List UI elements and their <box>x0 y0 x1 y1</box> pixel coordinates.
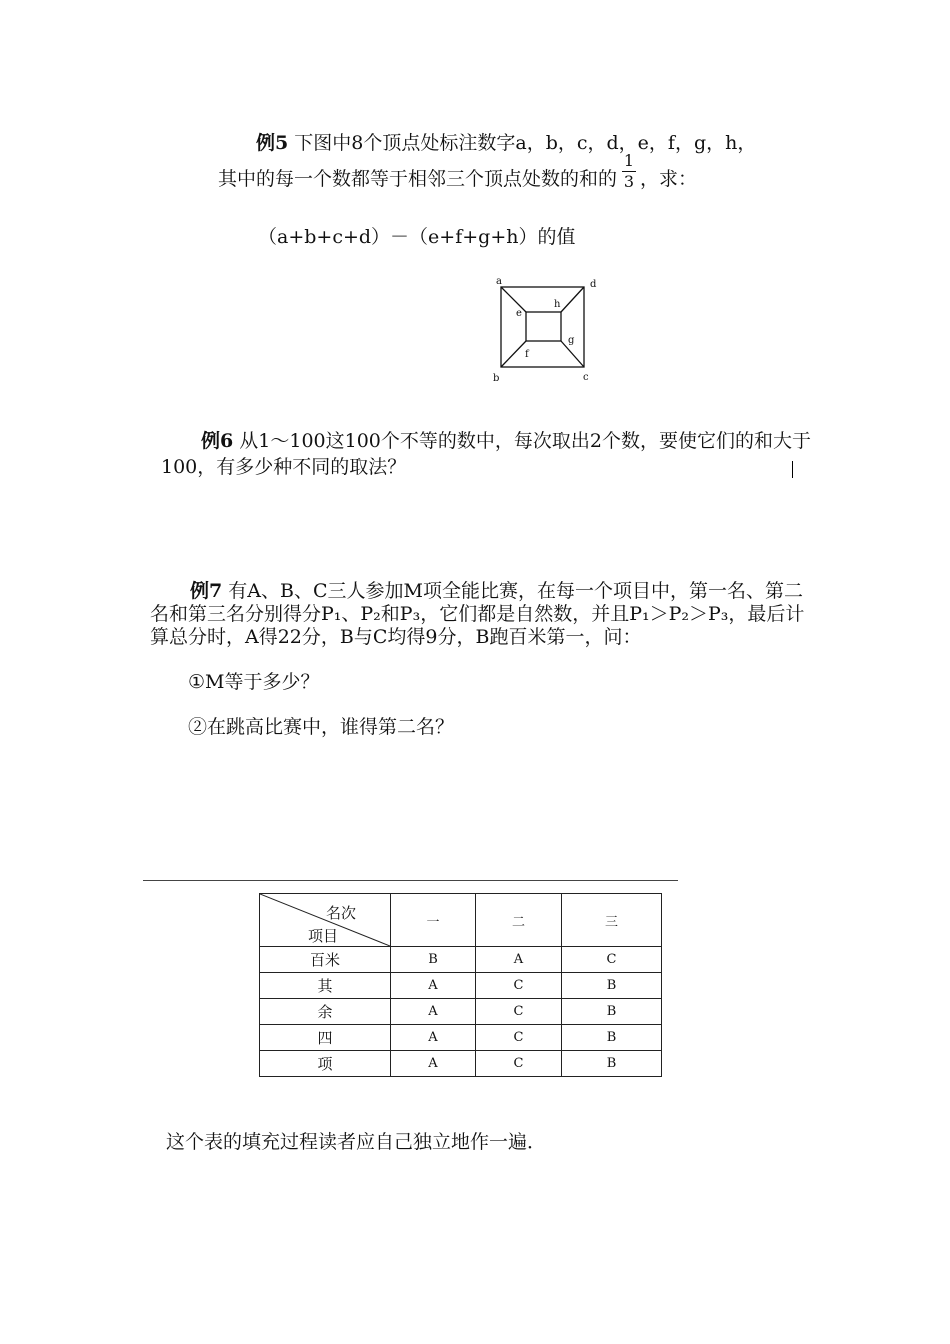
vertex-label-a: a <box>496 276 502 287</box>
table-row <box>260 999 662 1025</box>
vertex-label-b: b <box>493 373 500 384</box>
ex7-label: 例7 <box>190 580 223 602</box>
table-cell: B <box>562 999 662 1025</box>
text-cursor <box>792 461 793 478</box>
table-cell: C <box>562 947 662 973</box>
ranking-table <box>259 893 662 1077</box>
horizontal-rule <box>143 880 678 881</box>
vertex-label-c: c <box>583 372 589 383</box>
ex7-line1: 例7 有A、B、C三人参加M项全能比赛，在每一个项目中，第一名、第二 <box>190 580 803 602</box>
table-cell: A <box>391 1025 476 1051</box>
row-header: 百米 <box>260 947 391 973</box>
corner-bottom-label: 项目 <box>308 927 339 945</box>
table-row <box>260 973 662 999</box>
column-header: 二 <box>476 894 562 947</box>
row-header: 四 <box>260 1025 391 1051</box>
table-cell: A <box>476 947 562 973</box>
ex7-line3: 算总分时，A得22分，B与C均得9分，B跑百米第一，问： <box>150 626 642 648</box>
ex6-line2: 100，有多少种不同的取法？ <box>161 456 407 478</box>
table-cell: B <box>391 947 476 973</box>
table-cell: C <box>476 1051 562 1077</box>
table-cell: C <box>476 1025 562 1051</box>
vertex-label-g: g <box>568 335 575 346</box>
row-header: 余 <box>260 999 391 1025</box>
corner-top-label: 名次 <box>326 904 357 922</box>
vertex-label-h: h <box>554 299 561 310</box>
table-cell: A <box>391 973 476 999</box>
table-cell: A <box>391 999 476 1025</box>
ex7-line2: 名和第三名分别得分P₁、P₂和P₃，它们都是自然数，并且P₁＞P₂＞P₃，最后计 <box>150 603 805 625</box>
table-cell: A <box>391 1051 476 1077</box>
ex7-question-1: ①M等于多少？ <box>188 671 320 693</box>
table-cell: B <box>562 1051 662 1077</box>
table-cell: C <box>476 999 562 1025</box>
square-diagram <box>488 272 603 384</box>
ex7-question-2: ②在跳高比赛中，谁得第二名？ <box>188 716 455 738</box>
ex5-line2-end: ，求： <box>640 168 698 190</box>
row-header: 其 <box>260 973 391 999</box>
fraction-one-third: 1 3 <box>623 151 635 191</box>
table-header-row <box>260 894 662 947</box>
table-corner-cell <box>260 894 391 947</box>
table-row <box>260 1025 662 1051</box>
row-header: 项 <box>260 1051 391 1077</box>
ex6-label: 例6 <box>201 430 234 452</box>
table-row <box>260 1051 662 1077</box>
ex5-expression: （a+b+c+d）－（e+f+g+h）的值 <box>258 226 576 248</box>
vertex-label-d: d <box>590 279 597 290</box>
vertex-label-e: e <box>516 308 522 319</box>
table-cell: C <box>476 973 562 999</box>
ex5-line2: 其中的每一个数都等于相邻三个顶点处数的和的 <box>218 168 618 190</box>
column-header: 一 <box>391 894 476 947</box>
ex5-label: 例5 <box>256 132 289 154</box>
footer-note: 这个表的填充过程读者应自己独立地作一遍． <box>166 1131 547 1153</box>
table-cell: B <box>562 973 662 999</box>
ex6-line1: 例6 从1～100这100个不等的数中，每次取出2个数，要使它们的和大于 <box>201 430 811 452</box>
column-header: 三 <box>562 894 662 947</box>
table-cell: B <box>562 1025 662 1051</box>
vertex-label-f: f <box>525 349 529 360</box>
table-row <box>260 947 662 973</box>
ex5-line1: 例5 下图中8个顶点处标注数字a，b，c，d，e，f，g，h， <box>256 132 757 154</box>
